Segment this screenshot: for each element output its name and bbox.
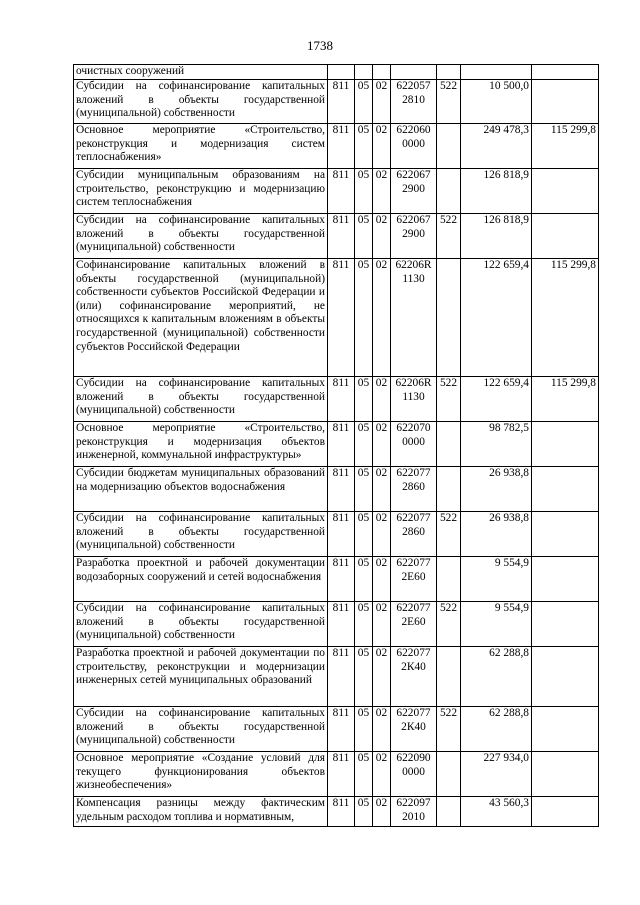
row-amount-2 <box>532 467 599 512</box>
row-admin-code: 811 <box>328 377 355 422</box>
row-subsection-code: 02 <box>373 377 391 422</box>
row-subsection-code: 02 <box>373 422 391 467</box>
row-amount-2 <box>532 797 599 827</box>
row-section-code: 05 <box>355 422 373 467</box>
row-admin-code: 811 <box>328 467 355 512</box>
row-amount-2 <box>532 214 599 259</box>
row-subsection-code: 02 <box>373 647 391 707</box>
row-amount-1: 126 818,9 <box>461 214 532 259</box>
row-subsection-code: 02 <box>373 512 391 557</box>
row-amount-2 <box>532 512 599 557</box>
row-expense-type: 522 <box>437 214 461 259</box>
row-expense-type <box>437 557 461 602</box>
table-row <box>74 707 599 752</box>
row-description: Субсидии на софинансирование капитальных вложений в объекты государственной (муниципальной) собственности <box>74 602 328 647</box>
row-admin-code: 811 <box>328 707 355 752</box>
row-admin-code: 811 <box>328 512 355 557</box>
row-admin-code <box>328 65 355 80</box>
row-description: Разработка проектной и рабочей документации по строительству, реконструкции и модернизации инженерных сетей муниципальных образований <box>74 647 328 707</box>
row-amount-1: 9 554,9 <box>461 602 532 647</box>
table-row <box>74 124 599 169</box>
row-description: Компенсация разницы между фактическим удельным расходом топлива и нормативным, <box>74 797 328 827</box>
page-number: 1738 <box>307 38 333 53</box>
row-section-code: 05 <box>355 124 373 169</box>
row-amount-1: 9 554,9 <box>461 557 532 602</box>
row-target-code: 622077 2К40 <box>391 647 437 707</box>
row-admin-code: 811 <box>328 124 355 169</box>
row-amount-2 <box>532 557 599 602</box>
row-target-code: 62206R 1130 <box>391 377 437 422</box>
row-amount-2 <box>532 80 599 124</box>
row-target-code: 622090 0000 <box>391 752 437 797</box>
row-amount-1 <box>461 65 532 80</box>
row-target-code: 622070 0000 <box>391 422 437 467</box>
table-row <box>74 752 599 797</box>
row-amount-2 <box>532 752 599 797</box>
row-subsection-code: 02 <box>373 467 391 512</box>
row-section-code: 05 <box>355 467 373 512</box>
row-target-code: 622077 2860 <box>391 512 437 557</box>
row-section-code <box>355 65 373 80</box>
table-row <box>74 467 599 512</box>
row-target-code: 622077 2Е60 <box>391 557 437 602</box>
row-admin-code: 811 <box>328 602 355 647</box>
row-subsection-code: 02 <box>373 602 391 647</box>
row-expense-type <box>437 259 461 377</box>
row-target-code: 622077 2Е60 <box>391 602 437 647</box>
table-row <box>74 422 599 467</box>
row-description: Субсидии бюджетам муниципальных образований на модернизацию объектов водоснабжения <box>74 467 328 512</box>
table-row <box>74 647 599 707</box>
row-target-code: 622077 2К40 <box>391 707 437 752</box>
row-admin-code: 811 <box>328 214 355 259</box>
row-admin-code: 811 <box>328 80 355 124</box>
table-row <box>74 259 599 377</box>
row-admin-code: 811 <box>328 259 355 377</box>
row-section-code: 05 <box>355 707 373 752</box>
row-amount-1: 62 288,8 <box>461 707 532 752</box>
row-target-code: 622077 2860 <box>391 467 437 512</box>
row-subsection-code: 02 <box>373 259 391 377</box>
row-subsection-code: 02 <box>373 557 391 602</box>
row-amount-2 <box>532 647 599 707</box>
table-row <box>74 557 599 602</box>
table-row <box>74 214 599 259</box>
row-target-code: 622057 2810 <box>391 80 437 124</box>
row-subsection-code: 02 <box>373 752 391 797</box>
row-admin-code: 811 <box>328 422 355 467</box>
row-section-code: 05 <box>355 797 373 827</box>
row-subsection-code: 02 <box>373 214 391 259</box>
table-row <box>74 602 599 647</box>
row-target-code: 622067 2900 <box>391 214 437 259</box>
row-admin-code: 811 <box>328 557 355 602</box>
row-description: Субсидии муниципальным образованиям на строительство, реконструкцию и модернизацию систем теплоснабжения <box>74 169 328 214</box>
row-description: Основное мероприятие «Строительство, реконструкция и модернизация систем теплоснабжения» <box>74 124 328 169</box>
row-amount-2: 115 299,8 <box>532 124 599 169</box>
row-admin-code: 811 <box>328 169 355 214</box>
table-row <box>74 80 599 124</box>
table-row <box>74 377 599 422</box>
row-amount-1: 126 818,9 <box>461 169 532 214</box>
row-amount-1: 122 659,4 <box>461 259 532 377</box>
row-amount-2: 115 299,8 <box>532 259 599 377</box>
row-section-code: 05 <box>355 557 373 602</box>
row-subsection-code: 02 <box>373 124 391 169</box>
row-target-code <box>391 65 437 80</box>
row-expense-type <box>437 467 461 512</box>
row-section-code: 05 <box>355 647 373 707</box>
row-section-code: 05 <box>355 214 373 259</box>
row-description: Субсидии на софинансирование капитальных вложений в объекты государственной (муниципальной) собственности <box>74 377 328 422</box>
row-section-code: 05 <box>355 80 373 124</box>
row-description: Основное мероприятие «Создание условий для текущего функционирования объектов жизнеобеспечения» <box>74 752 328 797</box>
table-row <box>74 512 599 557</box>
row-description: Субсидии на софинансирование капитальных вложений в объекты государственной (муниципальной) собственности <box>74 512 328 557</box>
row-amount-1: 122 659,4 <box>461 377 532 422</box>
row-amount-1: 43 560,3 <box>461 797 532 827</box>
row-amount-2 <box>532 422 599 467</box>
table-row <box>74 797 599 827</box>
row-amount-2 <box>532 707 599 752</box>
row-admin-code: 811 <box>328 647 355 707</box>
row-subsection-code: 02 <box>373 797 391 827</box>
row-section-code: 05 <box>355 169 373 214</box>
row-target-code: 622067 2900 <box>391 169 437 214</box>
row-expense-type: 522 <box>437 80 461 124</box>
row-admin-code: 811 <box>328 752 355 797</box>
row-section-code: 05 <box>355 377 373 422</box>
row-expense-type: 522 <box>437 707 461 752</box>
row-target-code: 622097 2010 <box>391 797 437 827</box>
row-description: очистных сооружений <box>74 65 328 80</box>
row-amount-1: 10 500,0 <box>461 80 532 124</box>
row-section-code: 05 <box>355 752 373 797</box>
row-target-code: 62206R 1130 <box>391 259 437 377</box>
row-description: Основное мероприятие «Строительство, реконструкция и модернизация объектов инженерной, коммунальной инфраструктуры» <box>74 422 328 467</box>
row-amount-2 <box>532 65 599 80</box>
row-admin-code: 811 <box>328 797 355 827</box>
row-amount-1: 249 478,3 <box>461 124 532 169</box>
row-amount-1: 26 938,8 <box>461 467 532 512</box>
row-amount-2: 115 299,8 <box>532 377 599 422</box>
row-description: Субсидии на софинансирование капитальных вложений в объекты государственной (муниципальной) собственности <box>74 707 328 752</box>
row-expense-type: 522 <box>437 377 461 422</box>
table-body <box>74 65 599 827</box>
row-section-code: 05 <box>355 259 373 377</box>
row-expense-type <box>437 752 461 797</box>
row-amount-2 <box>532 602 599 647</box>
row-section-code: 05 <box>355 512 373 557</box>
row-amount-1: 98 782,5 <box>461 422 532 467</box>
row-description: Субсидии на софинансирование капитальных вложений в объекты государственной (муниципальной) собственности <box>74 214 328 259</box>
row-expense-type <box>437 647 461 707</box>
row-target-code: 622060 0000 <box>391 124 437 169</box>
row-expense-type <box>437 169 461 214</box>
table-row <box>74 65 599 80</box>
row-description: Софинансирование капитальных вложений в объекты государственной (муниципальной) собственности субъектов Российской Федерации и (или) софинансирование мероприятий, не относящихся к капитальным вложениям в объекты государственной (муниципальной) собственности субъектов Российской Федерации <box>74 259 328 377</box>
row-description: Разработка проектной и рабочей документации водозаборных сооружений и сетей водоснабжения <box>74 557 328 602</box>
row-description: Субсидии на софинансирование капитальных вложений в объекты государственной (муниципальной) собственности <box>74 80 328 124</box>
table-row <box>74 169 599 214</box>
row-expense-type <box>437 65 461 80</box>
row-expense-type: 522 <box>437 512 461 557</box>
row-section-code: 05 <box>355 602 373 647</box>
row-subsection-code: 02 <box>373 80 391 124</box>
row-amount-1: 26 938,8 <box>461 512 532 557</box>
row-subsection-code <box>373 65 391 80</box>
row-subsection-code: 02 <box>373 707 391 752</box>
row-amount-1: 227 934,0 <box>461 752 532 797</box>
row-expense-type <box>437 797 461 827</box>
row-expense-type <box>437 422 461 467</box>
row-expense-type <box>437 124 461 169</box>
row-subsection-code: 02 <box>373 169 391 214</box>
row-expense-type: 522 <box>437 602 461 647</box>
row-amount-2 <box>532 169 599 214</box>
row-amount-1: 62 288,8 <box>461 647 532 707</box>
budget-table <box>73 64 599 827</box>
